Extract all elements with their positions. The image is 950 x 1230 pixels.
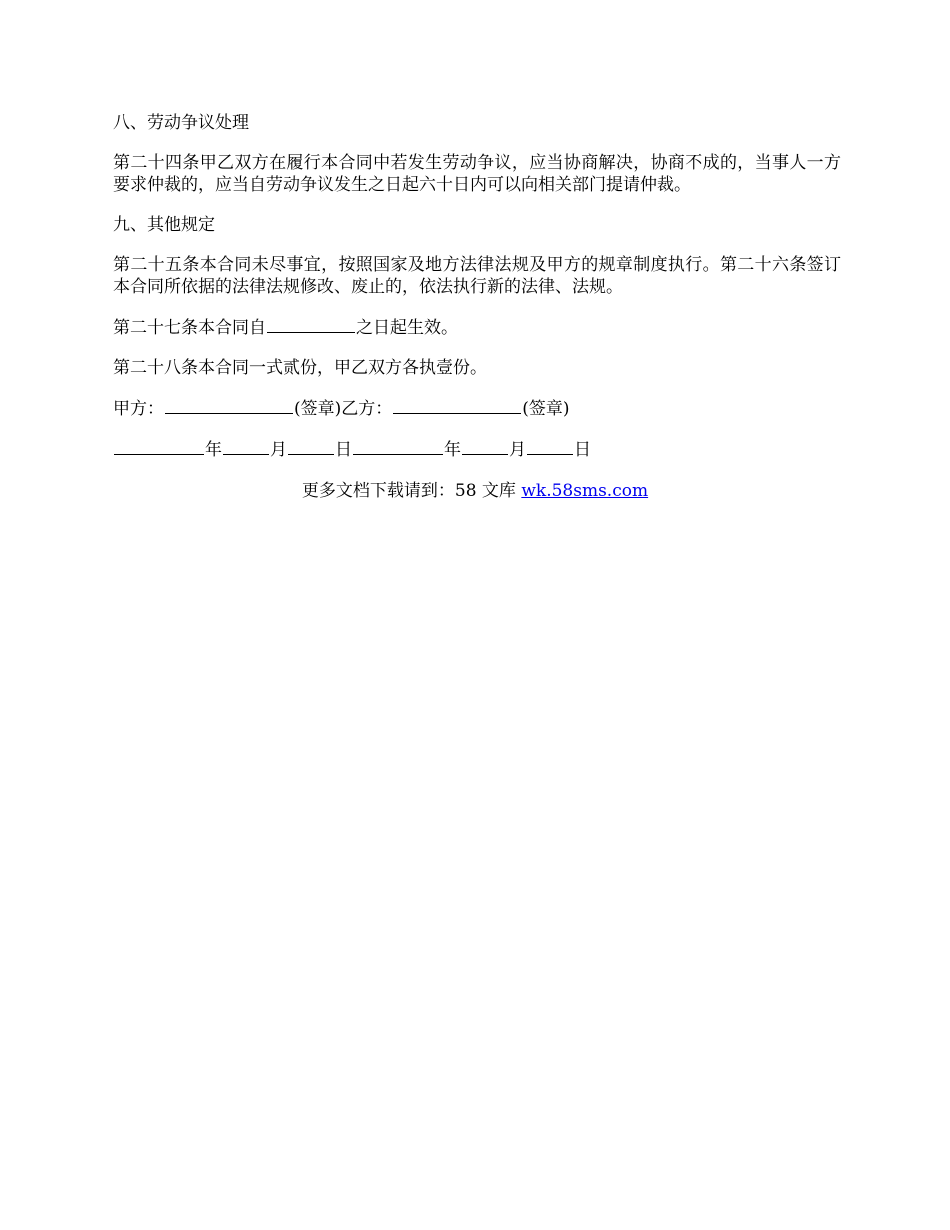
download-footer [0,480,950,502]
date-line [113,438,841,461]
day-b-label: 日 [574,440,591,460]
article-28: 第二十八条本合同一式贰份，甲乙双方各执壹份。 [113,358,487,378]
article-25-26: 第二十五条本合同未尽事宜，按照国家及地方法律法规及甲方的规章制度执行。第二十六条签订本合同所依据的法律法规修改、废止的，依法执行新的法律、法规。 [113,255,841,297]
signature-line [113,397,841,420]
article-27 [113,316,841,339]
day-a-blank [288,438,334,455]
effective-date-blank [267,316,355,333]
section-8-heading: 八、劳动争议处理 [113,113,249,133]
day-b-blank [527,438,573,455]
month-b-label: 月 [509,440,526,460]
party-b-label: 乙方： [341,399,393,419]
article-24: 第二十四条甲乙双方在履行本合同中若发生劳动争议，应当协商解决，协商不成的，当事人一方要求仲裁的，应当自劳动争议发生之日起六十日内可以向相关部门提请仲裁。 [113,153,841,195]
document-body [113,112,841,479]
footer-link[interactable]: wk.58sms.com [521,481,649,501]
section-9-heading: 九、其他规定 [113,215,215,235]
article-27-suffix: 之日起生效。 [356,318,458,338]
party-a-signature-blank [165,397,293,414]
month-b-blank [462,438,508,455]
party-b-seal: (签章) [522,399,570,419]
day-a-label: 日 [335,440,352,460]
party-a-seal: (签章) [294,399,342,419]
party-a-label: 甲方： [113,399,164,419]
year-b-blank [353,438,443,455]
year-b-label: 年 [444,440,461,460]
year-a-blank [114,438,204,455]
year-a-label: 年 [205,440,222,460]
month-a-blank [223,438,269,455]
article-27-prefix: 第二十七条本合同自 [113,318,266,338]
month-a-label: 月 [270,440,287,460]
party-b-signature-blank [393,397,521,414]
footer-text: 更多文档下载请到：58 文库 [301,481,522,501]
